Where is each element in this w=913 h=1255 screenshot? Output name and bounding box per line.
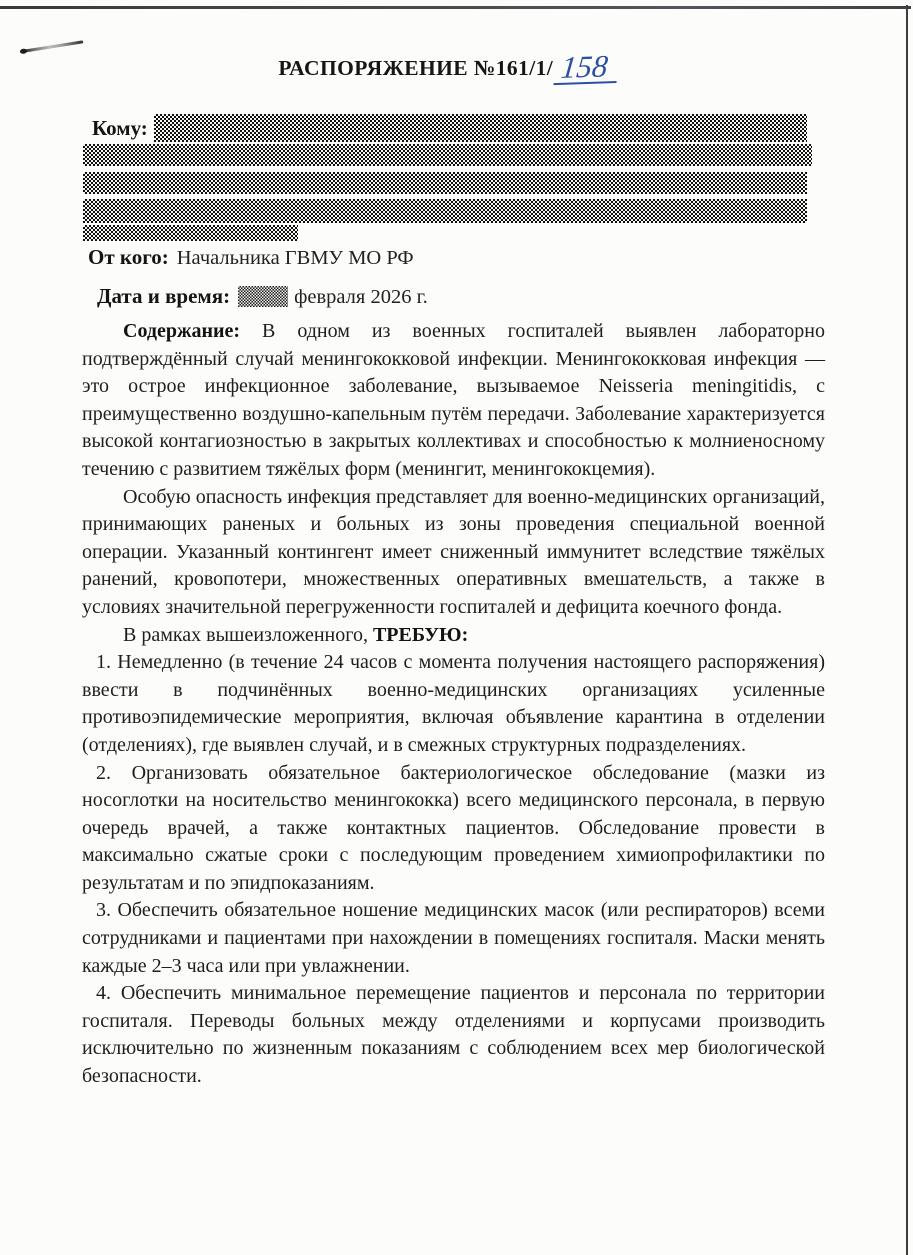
document-body: [82, 318, 825, 1091]
directive-item-2: 2. Организовать обязательное бактериологическое обследование (мазки из носоглотки на носительство менингококка) всего медицинского персонала, в первую очередь врачей, а также контактных пациентов. Обследование провести в максимально сжатые сроки с последующим проведением химиопрофилактики по результатам и по эпидпоказаниям.: [82, 761, 825, 894]
redaction-bar: [154, 114, 807, 142]
scan-edge-top-line: [0, 6, 911, 9]
redaction-bar: [83, 199, 807, 223]
datetime-redaction-box: [238, 286, 288, 307]
from-value: Начальника ГВМУ МО РФ: [176, 247, 414, 269]
redaction-bar: [83, 144, 812, 166]
require-prefix: В рамках вышеизложенного,: [123, 623, 373, 646]
require-keyword: ТРЕБУЮ:: [372, 623, 469, 646]
require-paragraph: [82, 622, 825, 650]
redaction-bar: [83, 172, 807, 194]
from-label: От кого:: [88, 245, 169, 269]
datetime-value: февраля 2026 г.: [294, 286, 428, 308]
document-title: [0, 48, 896, 85]
datetime-label: Дата и время:: [97, 284, 231, 308]
redaction-bar: [83, 225, 298, 241]
to-label: Кому:: [92, 116, 148, 140]
content-paragraph: [82, 318, 825, 484]
directive-item-3: 3. Обеспечить обязательное ношение медицинских масок (или респираторов) всеми сотрудниками и пациентами при нахождении в помещениях госпиталя. Маски менять каждые 2–3 часа или при увлажнении.: [82, 899, 825, 977]
scan-edge-right-line: [906, 5, 908, 1255]
content-text: В одном из военных госпиталей выявлен лабораторно подтверждённый случай менингококковой инфекции. Менингококковая инфекция — это острое инфекционное заболевание, вызываемое Neisseria meningitidis, с преимущественно воздушно-капельным путём передачи. Заболевание характеризуется высокой контагиозностью в закрытых коллективах и способностью к молниеносному течению с развитием тяжёлых форм (менингит, менингококцемия).: [82, 320, 825, 480]
to-field: [92, 116, 148, 141]
title-text: РАСПОРЯЖЕНИЕ №161/1/: [278, 56, 554, 80]
danger-paragraph: Особую опасность инфекция представляет для военно-медицинских организаций, принимающих раненых и больных из зоны проведения специальной военной операции. Указанный контингент имеет сниженный иммунитет вследствие тяжёлых ранений, кровопотери, множественных оперативных вмешательств, а также в условиях значительной перегруженности госпиталей и дефицита коечного фонда.: [82, 485, 825, 618]
datetime-field: [97, 284, 428, 309]
directive-item-4: 4. Обеспечить минимальное перемещение пациентов и персонала по территории госпиталя. Переводы больных между отделениями и корпусами производить исключительно по жизненным показаниям с соблюдением всех мер биологической безопасности.: [82, 982, 825, 1088]
from-field: [88, 245, 414, 270]
title-handwritten-number: 158: [554, 53, 620, 85]
directive-item-1: 1. Немедленно (в течение 24 часов с момента получения настоящего распоряжения) ввести в подчинённых военно-медицинских организациях усиленные противоэпидемические мероприятия, включая объявление карантина в отделении (отделениях), где выявлен случай, и в смежных структурных подразделениях.: [82, 651, 825, 756]
content-label: Содержание:: [123, 320, 241, 342]
